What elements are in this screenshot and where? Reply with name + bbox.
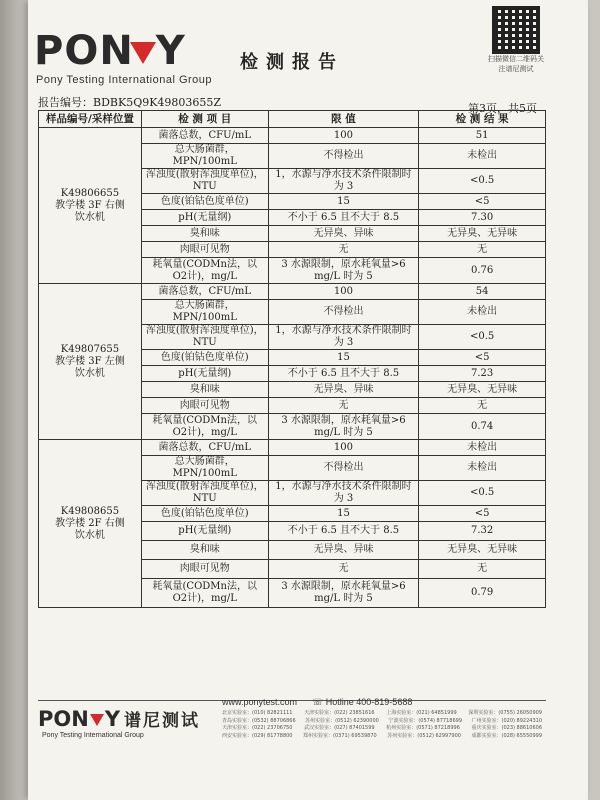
cell-limit: 不得检出: [268, 300, 419, 325]
cell-result: <5: [419, 350, 546, 366]
cell-result: 0.79: [419, 579, 546, 608]
sample-location2: 饮水机: [74, 367, 105, 379]
branch-contact: 青岛实验室：(0532) 88706866: [222, 717, 296, 724]
cell-result: 54: [419, 284, 546, 300]
cell-limit: 3 水源限制，原水耗氧量>6 mg/L 时为 5: [268, 414, 419, 440]
cell-item: 臭和味: [141, 226, 268, 242]
cell-result: <5: [419, 506, 546, 522]
cell-item: pH(无量纲): [141, 210, 268, 226]
sample-sample-id: K49807655: [60, 343, 120, 355]
cell-item: 耗氧量(CODMn法，以 O2计)，mg/L: [141, 579, 268, 608]
cell-result: 未检出: [419, 144, 546, 169]
branch-contact: 苏州实验室：(0512) 62997900: [387, 732, 461, 739]
cell-result: <0.5: [419, 169, 546, 194]
branch-contact: 苏州实验室：(0512) 62390000: [305, 717, 379, 724]
cell-limit: 不小于 6.5 且不大于 8.5: [268, 210, 419, 226]
branch-contact: 杭州实验室：(0571) 87218996: [386, 725, 460, 731]
footer-cn-name: 谱尼测试: [124, 711, 201, 731]
branch-contact: 广州实验室：(020) 89224310: [471, 717, 542, 724]
cell-limit: 100: [268, 284, 419, 300]
branch-list: [222, 710, 542, 740]
table-row: [39, 128, 546, 144]
cell-result: <0.5: [419, 481, 546, 506]
cell-limit: 无异臭、异味: [268, 382, 419, 398]
table-row: [39, 440, 546, 456]
hotline: ☏ Hotline 400-819-5688: [312, 697, 413, 707]
branch-contact: 天津实验室：(022) 23851616: [304, 710, 375, 716]
cell-item: 总大肠菌群，MPN/100mL: [141, 300, 268, 325]
sample-location1: 教学楼 2F 右侧: [55, 517, 125, 529]
branch-row: [222, 710, 542, 718]
cell-limit: 无异臭、异味: [268, 226, 419, 242]
sample-cell: [39, 284, 142, 440]
logo-triangle-icon: [130, 42, 156, 64]
cell-result: 0.74: [419, 414, 546, 440]
header-limit: 限 值: [268, 111, 419, 128]
cell-item: 肉眼可见物: [141, 560, 268, 579]
cell-item: 肉眼可见物: [141, 398, 268, 414]
cell-limit: 15: [268, 506, 419, 522]
branch-contact: 北京实验室：(010) 82821111: [222, 710, 293, 716]
branch-contact: 宁波实验室：(0574) 87718699: [388, 717, 463, 724]
cell-item: 菌落总数，CFU/mL: [141, 128, 268, 144]
cell-limit: 100: [268, 440, 419, 456]
cell-result: 0.76: [419, 258, 546, 284]
branch-contact: 天津实验室：(022) 23706750: [222, 725, 293, 731]
cell-result: 51: [419, 128, 546, 144]
cell-item: 浑浊度(散射浑浊度单位)，NTU: [141, 481, 268, 506]
cell-limit: 不得检出: [268, 456, 419, 481]
cell-item: 浑浊度(散射浑浊度单位)，NTU: [141, 325, 268, 350]
branch-row: [222, 718, 542, 726]
hotline-text: Hotline 400-819-5688: [325, 697, 413, 707]
branch-contact: 深圳实验室：(0755) 26050909: [468, 710, 542, 716]
cell-result: 无异臭、无异味: [419, 541, 546, 560]
cell-result: <0.5: [419, 325, 546, 350]
header-result: 检 测 结 果: [419, 111, 546, 128]
cell-item: 耗氧量(CODMn法，以 O2计)，mg/L: [141, 414, 268, 440]
cell-item: pH(无量纲): [141, 366, 268, 382]
website-link[interactable]: www.ponytest.com: [222, 697, 298, 707]
logo-text: PON: [34, 28, 134, 74]
cell-result: 无: [419, 560, 546, 579]
cell-result: <5: [419, 194, 546, 210]
cell-result: 7.30: [419, 210, 546, 226]
footer-logo: PON Y 谱尼测试: [38, 707, 201, 731]
cell-item: 臭和味: [141, 541, 268, 560]
cell-limit: 不小于 6.5 且不大于 8.5: [268, 522, 419, 541]
sample-sample-id: K49808655: [60, 505, 120, 517]
table-header-row: [39, 111, 546, 128]
cell-result: 无: [419, 242, 546, 258]
cell-result: 未检出: [419, 456, 546, 481]
branch-row: [222, 725, 542, 733]
cell-item: 色度(铂钴色度单位): [141, 194, 268, 210]
page-number: 第3页，共5页: [468, 102, 537, 115]
report-number: 报告编号：BDBK5Q9K49803655Z: [38, 96, 222, 109]
cell-limit: 1，水源与净水技术条件限制时为 3: [268, 169, 419, 194]
cell-item: 菌落总数，CFU/mL: [141, 440, 268, 456]
cell-limit: 3 水源限制，原水耗氧量>6 mg/L 时为 5: [268, 579, 419, 608]
cell-item: 色度(铂钴色度单位): [141, 350, 268, 366]
page-title: 检测报告: [240, 52, 344, 73]
cell-limit: 15: [268, 194, 419, 210]
cell-result: 无异臭、无异味: [419, 382, 546, 398]
pony-logo: [34, 28, 186, 74]
cell-limit: 不得检出: [268, 144, 419, 169]
cell-result: 无异臭、无异味: [419, 226, 546, 242]
footer-en-name: Pony Testing International Group: [42, 732, 144, 739]
footer-triangle-icon: [90, 714, 104, 726]
qr-code-icon: [492, 6, 540, 54]
cell-limit: 不小于 6.5 且不大于 8.5: [268, 366, 419, 382]
cell-limit: 无: [268, 398, 419, 414]
results-table: [38, 110, 546, 608]
table-row: [39, 284, 546, 300]
cell-limit: 3 水源限制，原水耗氧量>6 mg/L 时为 5: [268, 258, 419, 284]
cell-limit: 1，水源与净水技术条件限制时为 3: [268, 325, 419, 350]
sample-location2: 饮水机: [74, 211, 105, 223]
logo-y: Y: [155, 28, 186, 74]
book-spine: [0, 0, 28, 800]
cell-result: 未检出: [419, 300, 546, 325]
cell-result: 无: [419, 398, 546, 414]
cell-item: 耗氧量(CODMn法，以 O2计)，mg/L: [141, 258, 268, 284]
cell-limit: 100: [268, 128, 419, 144]
cell-limit: 15: [268, 350, 419, 366]
branch-contact: 上海实验室：(021) 64851999: [386, 710, 457, 716]
branch-contact: 重庆实验室：(023) 88610606: [471, 725, 542, 731]
cell-limit: 1，水源与净水技术条件限制时为 3: [268, 481, 419, 506]
cell-limit: 无异臭、异味: [268, 541, 419, 560]
branch-row: [222, 733, 542, 741]
cell-result: 未检出: [419, 440, 546, 456]
cell-item: 总大肠菌群，MPN/100mL: [141, 456, 268, 481]
header-item: 检 测 项 目: [141, 111, 268, 128]
cell-item: 色度(铂钴色度单位): [141, 506, 268, 522]
branch-contact: 成都实验室：(028) 65550999: [471, 732, 542, 739]
cell-item: 浑浊度(散射浑浊度单位)，NTU: [141, 169, 268, 194]
branch-contact: 西安实验室：(029) 81778800: [222, 732, 293, 739]
sample-location1: 教学楼 3F 左侧: [55, 355, 125, 367]
cell-result: 7.32: [419, 522, 546, 541]
cell-item: pH(无量纲): [141, 522, 268, 541]
cell-item: 菌落总数，CFU/mL: [141, 284, 268, 300]
sample-location1: 教学楼 3F 右侧: [55, 199, 125, 211]
qr-caption: 扫描微信二维码关注谱尼测试: [488, 55, 544, 73]
cell-limit: 无: [268, 560, 419, 579]
sample-location2: 饮水机: [74, 529, 105, 541]
sample-cell: [39, 440, 142, 608]
header-sample: 样品编号/采样位置: [39, 111, 142, 128]
branch-contact: 武汉实验室：(027) 87401599: [304, 725, 375, 731]
sample-cell: [39, 128, 142, 284]
sample-sample-id: K49806655: [60, 187, 120, 199]
branch-contact: 郑州实验室：(0371) 69539870: [303, 732, 377, 739]
cell-result: 7.23: [419, 366, 546, 382]
cell-item: 臭和味: [141, 382, 268, 398]
cell-limit: 无: [268, 242, 419, 258]
group-name: Pony Testing International Group: [36, 74, 213, 86]
cell-item: 肉眼可见物: [141, 242, 268, 258]
cell-item: 总大肠菌群，MPN/100mL: [141, 144, 268, 169]
